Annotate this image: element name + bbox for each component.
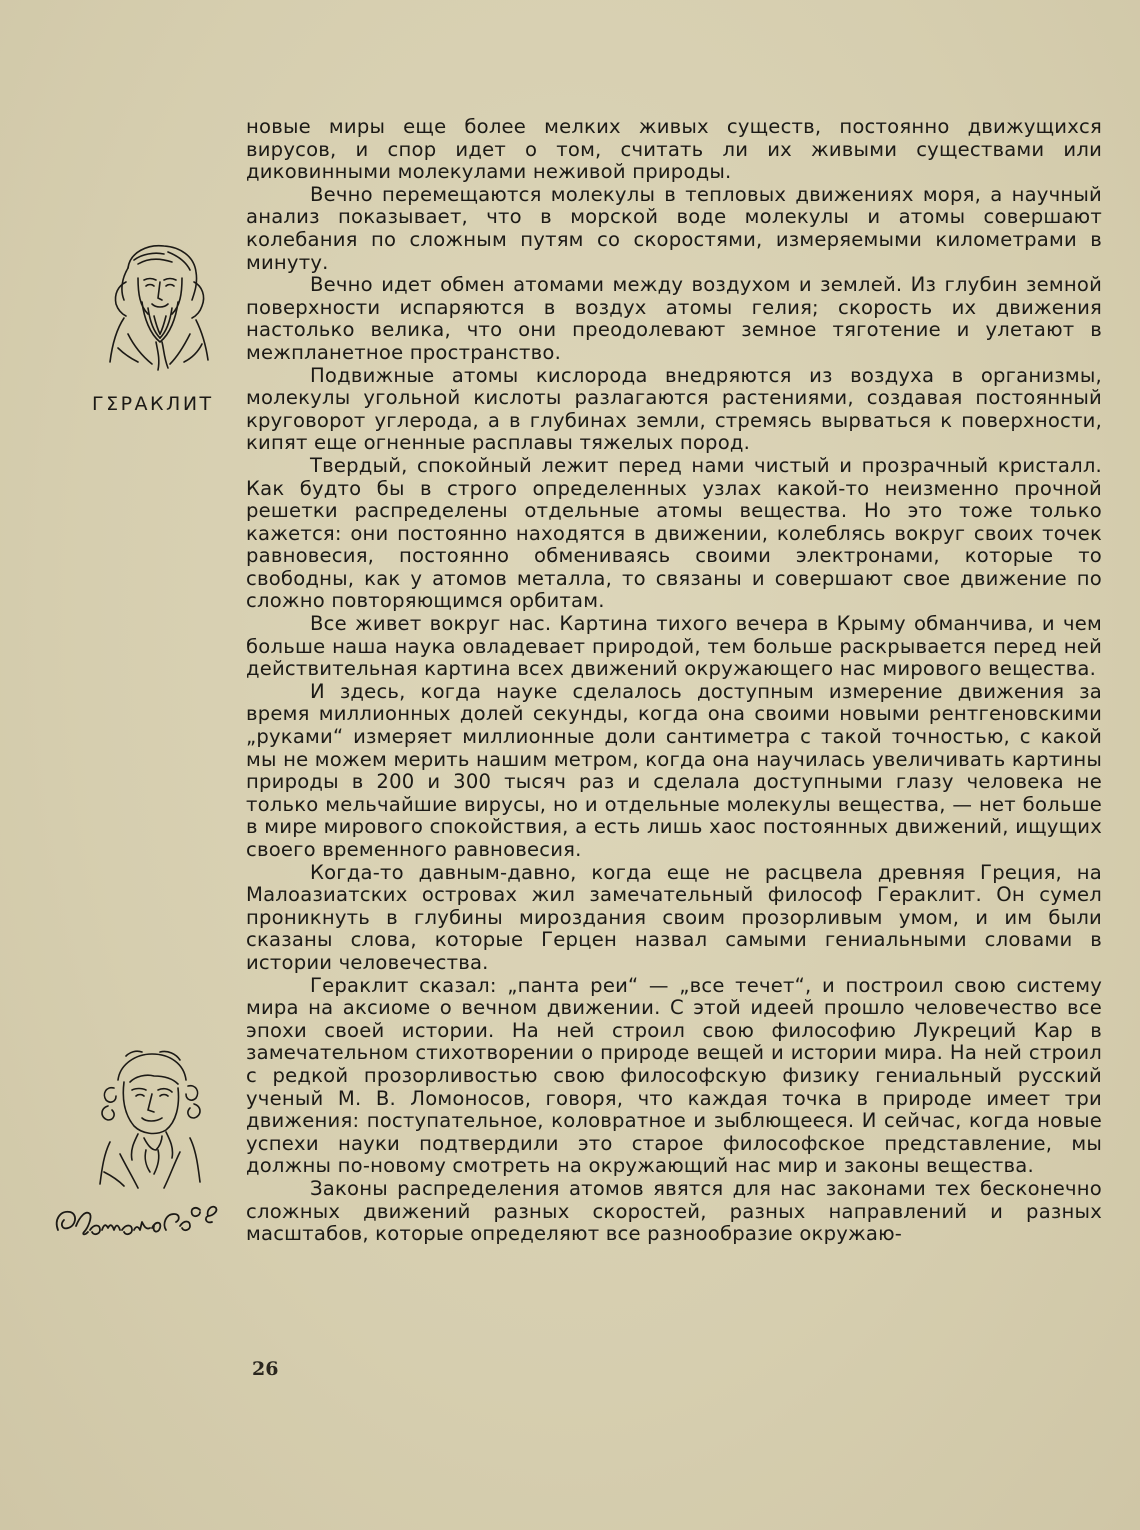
- lomonosov-portrait-icon: [90, 1046, 208, 1196]
- paragraph-7: И здесь, когда науке сделалось доступным измерение движения за время миллионных долей секунды, когда она своими новыми рентгеновскими „руками“ измеряет миллионные доли сантиметра с такой точностью, с какой мы не можем мерить нашим метром, когда она научилась увеличивать картины природы в 200 и 300 тысяч раз и сделала доступными глазу человека не только мельчайшие вирусы, но и отдельные молекулы вещества, — нет больше в мире мирового спокойствия, а есть лишь хаос постоянных движений, ищущих своего временного равновесия.: [246, 679, 1103, 861]
- paragraph-10: Законы распределения атомов явятся для нас законами тех бесконечно сложных движений разных скоростей, разных направлений и разных масштабов, которые определяют все разнообразие окружаю-: [246, 1176, 1102, 1246]
- heraclitus-portrait-icon: [98, 238, 216, 378]
- paragraph-9: Гераклит сказал: „панта реи“ — „все течет“, и построил свою систему мира на аксиоме о вечном движении. С этой идеей прошло человечество все эпохи своей истории. На ней строил свою философию Лукреций Кар в замечательном стихотворении о природе вещей и истории мира. На ней строил с редкой прозорливостью свою философскую физику гениальный русский ученый М. В. Ломоносов, говоря, что каждая точка в природе имеет три движения: поступательное, коловратное и зыблющееся. И сейчас, когда новые успехи науки подтвердили это старое философское представление, мы должны по-новому смотреть на окружающий нас мир и законы вещества.: [246, 973, 1102, 1178]
- paragraph-4: Подвижные атомы кислорода внедряются из воздуха в организмы, молекулы угольной кислоты разлагаются растениями, создавая постоянный круговорот углерода, а в глубинах земли, стремясь вырваться к поверхности, кипят еще огненные расплавы тяжелых пород.: [246, 363, 1102, 455]
- paragraph-6: Все живет вокруг нас. Картина тихого вечера в Крыму обманчива, и чем больше наша наука овладевает природой, тем больше раскрывается перед ней действительная картина всех движений окружающего нас мирового вещества.: [246, 612, 1102, 681]
- paragraph-3: Вечно идет обмен атомами между воздухом и землей. Из глубин земной поверхности испаряются в воздух атомы гелия; скорость их движения настолько велика, что они преодолевают земное тяготение и улетают в межпланетное пространство.: [246, 273, 1102, 364]
- paragraph-2: Вечно перемещаются молекулы в тепловых движениях моря, а научный анализ показывает, что в морской воде молекулы и атомы совершают колебания по сложным путям со скоростями, измеряемыми километрами в минуту.: [246, 182, 1102, 274]
- main-text: [246, 116, 1102, 1246]
- paragraph-5: Твердый, спокойный лежит перед нами чистый и прозрачный кристалл. Как будто бы в строго определенных узлах какой-то неизменно прочной решетки распределены отдельные атомы вещества. Но это тоже только кажется: они постоянно находятся в движении, колеблясь вокруг своих точек равновесия, постоянно обмениваясь своими электронами, которые то свободны, как у атомов металла, то связаны и совершают свое движение по сложно повторяющимся орбитам.: [246, 453, 1102, 613]
- paragraph-1: новые миры еще более мелких живых существ, постоянно движущихся вирусов, и спор идет о том, считать ли их живыми существами или диковинными молекулами неживой природы.: [246, 115, 1102, 184]
- paragraph-8: Когда-то давным-давно, когда еще не расцвела древняя Греция, на Малоазиатских островах жил замечательный философ Гераклит. Он сумел проникнуть в глубины мироздания своим прозорливым умом, и им были сказаны слова, которые Герцен назвал самыми гениальными словами в истории человечества.: [246, 860, 1102, 974]
- lomonosov-signature: [50, 1196, 230, 1246]
- heraclitus-caption: ГΣРАКЛИТ: [92, 393, 214, 415]
- page-number: 26: [252, 1358, 279, 1380]
